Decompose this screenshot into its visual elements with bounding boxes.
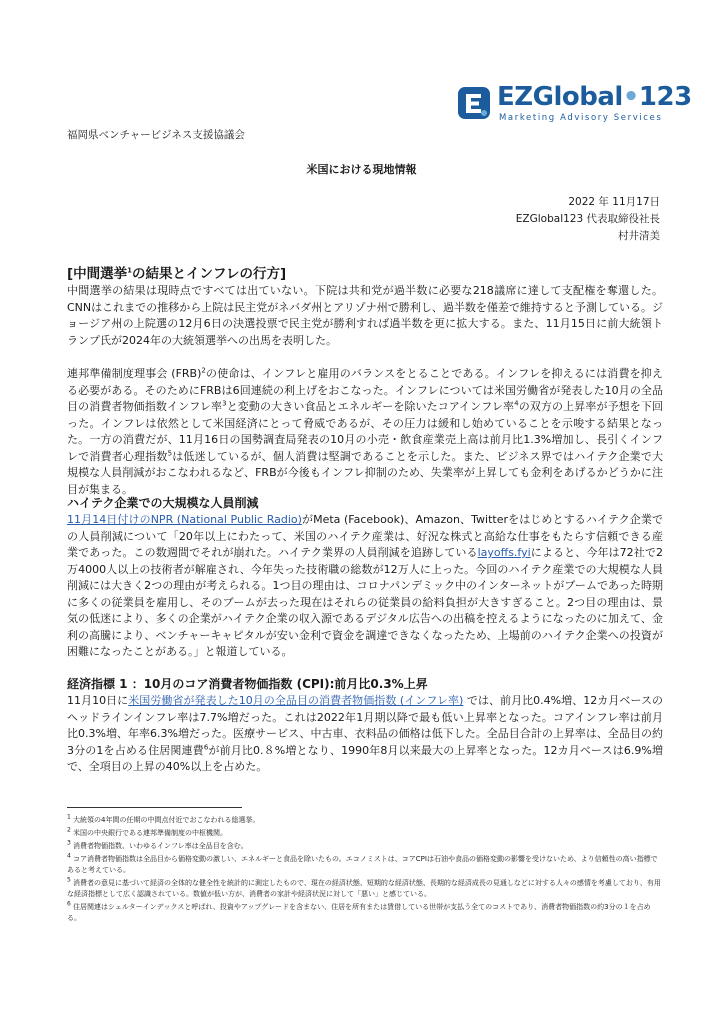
paragraph-tech-layoffs: 11月14日付けのNPR (National Public Radio)がMeta (Facebook)、Amazon、Twitterをはじめとするハイテク企業での人員削減について「20年以上にわたって、米国のハイテク産業は、好況な株式と高給な仕事をもたらす信頼できる産業であった。この数週間でそれが崩れた。ハイテク業界の人員削減を追跡しているlayoffs.fyiによると、今年は72社で2万4000人以上の技術者が解雇され、今年失った技術職の総数が12万人に上った。今回のハイテク産業での大規模な人員削減には大きく2つの理由が考えられる。1つ目の理由は、コロナパンデミック中のインターネットがブームであった時期に多くの従業員を雇用し、そのブームが去った現在はそれらの従業員の給料負担が大きすぎること。2つ目の理由は、景気の低迷により、多くの企業がハイテク企業の収入源であるデジタル広告への出稿を控えるようになったのに加えて、金利の高騰により、ベンチャーキャピタルが安い金利で資金を調達できなくなったため、上場前のハイテク企業への投資が困難になったことがある。」と報道している。 [67, 513, 664, 658]
section-cpi [67, 676, 663, 776]
layoffs-fyi-link[interactable]: layoffs.fyi [477, 546, 531, 559]
author-title: EZGlobal123 代表取締役社長 [515, 213, 660, 225]
footnote-ref: 2 [201, 366, 206, 375]
paragraph-midterm: 中間選挙の結果は現時点ですべては出ていない。下院は共和党が過半数に必要な218議席に達して支配権を奪還した。CNNはこれまでの推移から上院は民主党がネバダ州とアリゾナ州で勝利し、過半数を僅差で維持すると予測している。ジョージア州の上院選の12月6日の決選投票で民主党が勝利すれば過半数を更に拡大する。また、11月15日に前大統領トランプ氏が2024年の大統領選挙への出馬を表明した。 [67, 284, 663, 347]
logo-wordmark [497, 82, 692, 112]
logo-dot: • [622, 82, 639, 112]
footnote-ref: 6 [203, 742, 209, 751]
footnote-ref: 5 [167, 448, 173, 457]
npr-article-link[interactable]: 11月14日付けのNPR (National Public Radio) [67, 513, 302, 526]
footnotes [67, 815, 663, 926]
globe-logo-icon [457, 86, 491, 120]
section-tech-layoffs [67, 495, 663, 661]
logo-tagline: Marketing Advisory Services [499, 113, 663, 123]
logo-name-suffix: 123 [638, 82, 692, 112]
section-heading: ハイテク企業での大規模な人員削減 [67, 496, 259, 510]
footnote-ref: 3 [222, 399, 227, 408]
footnote-2: $^2$ 米国の中央銀行である連邦準備制度の中枢機関。 [67, 826, 228, 837]
document-date: 2022 年 11月17日 [568, 196, 660, 208]
footnote-5: $^5$ 消費者の意見に基づいて経済の全体的な健全性を統計的に測定したもので、現在の経済状態、短期的な経済状態、長期的な経済成長の見通しなどに対する人々の感情を考慮しており、有用な経済指標として広く認識されている。数値が低い方が、消費者の家計や経済状況に対して「悪い」と感じている。 [67, 876, 661, 898]
footnote-ref: 1 [127, 266, 133, 275]
paragraph-frb: 連邦準備制度理事会 (FRB)$^2$の使命は、インフレと雇用のバランスをとることである。インフレを抑えるには消費を抑える必要がある。そのためにFRBは6回連続の利上げをおこなった。インフレについては米国労働省が発表した10月の全品目の消費者物価指数インフレ率$^3$と変動の大きい食品とエネルギーを除いたコアインフレ率$^4$の双方の上昇率が予想を下回った。インフレは依然として米国経済にとって脅威であるが、その圧力は緩和し始めていることを示唆する結果となった。一方の消費だが、11月16日の国勢調査局発表の10月の小売・飲食産業売上高は前月比1.3%増加し、長引くインフレで消費者心理指数$^5$は低迷しているが、個人消費は堅調であることを示した。また、ビジネス界ではハイテク企業で大規模な人員削減がおこなわれるなど、FRBが今後もインフレ抑制のため、失業率が上昇しても金利をあげるかどうかに注目が集まる。 [67, 366, 664, 496]
document-title: 米国における現地情報 [306, 163, 417, 176]
section-heading: [中間選挙$^1$の結果とインフレの行方] [67, 266, 287, 282]
footnote-1: $^1$ 大統領の4年間の任期の中間点付近でおこなわれる総選挙。 [67, 813, 260, 824]
author-name: 村井清美 [618, 230, 660, 242]
logo-name-prefix: EZGlobal [497, 82, 623, 112]
dol-cpi-link[interactable]: 米国労働省が発表した10月の全品目の消費者物価指数 (インフレ率) [128, 694, 464, 707]
document-meta [516, 194, 660, 245]
company-logo [457, 84, 705, 126]
footnote-3: $^3$ 消費者物価指数、いわゆるインフレ率は全品目を含む。 [67, 839, 248, 850]
organization-name: 福岡県ベンチャービジネス支援協議会 [67, 129, 245, 141]
footnote-4: $^4$ コア消費者物価指数は全品目から価格変動の激しい、エネルギーと食品を除いたもの。エコノミストは、コアCPIは石油や食品の価格変動の影響を受けないため、より信頼性の高い指標であると考えている。 [67, 852, 658, 874]
section-midterm-inflation [67, 266, 663, 498]
section-heading: 経済指標 1 ：10月のコア消費者物価指数 (CPI):前月比0.3%上昇 [67, 677, 428, 691]
footnote-6: $^6$ 住居関連はシェルターインデックスと呼ばれ、投資やアップグレードを含まない、住居を所有または賃借している世帯が支払う全てのコストであり、消費者物価指数の約3分の１を占める。 [67, 900, 651, 922]
paragraph-cpi: 11月10日に米国労働省が発表した10月の全品目の消費者物価指数 (インフレ率) では、前月比0.4%増、12カ月ベースのヘッドラインインフレ率は7.7%増だった。これは2022年1月期以降で最も低い上昇率となった。コアインフレ率は前月比0.3%増、年率6.3%増だった。医療サービス、中古車、衣料品の価格は低下した。全品目合計の上昇率は、全品目の約3分の1を占める住居関連費$^6$が前月比0.８%増となり、1990年8月以来最大の上昇率となった。12カ月ベースは6.9%増で、全項目の上昇の40%以上を占めた。 [67, 694, 663, 773]
footnote-ref: 4 [514, 399, 519, 408]
footnote-divider [67, 807, 242, 808]
